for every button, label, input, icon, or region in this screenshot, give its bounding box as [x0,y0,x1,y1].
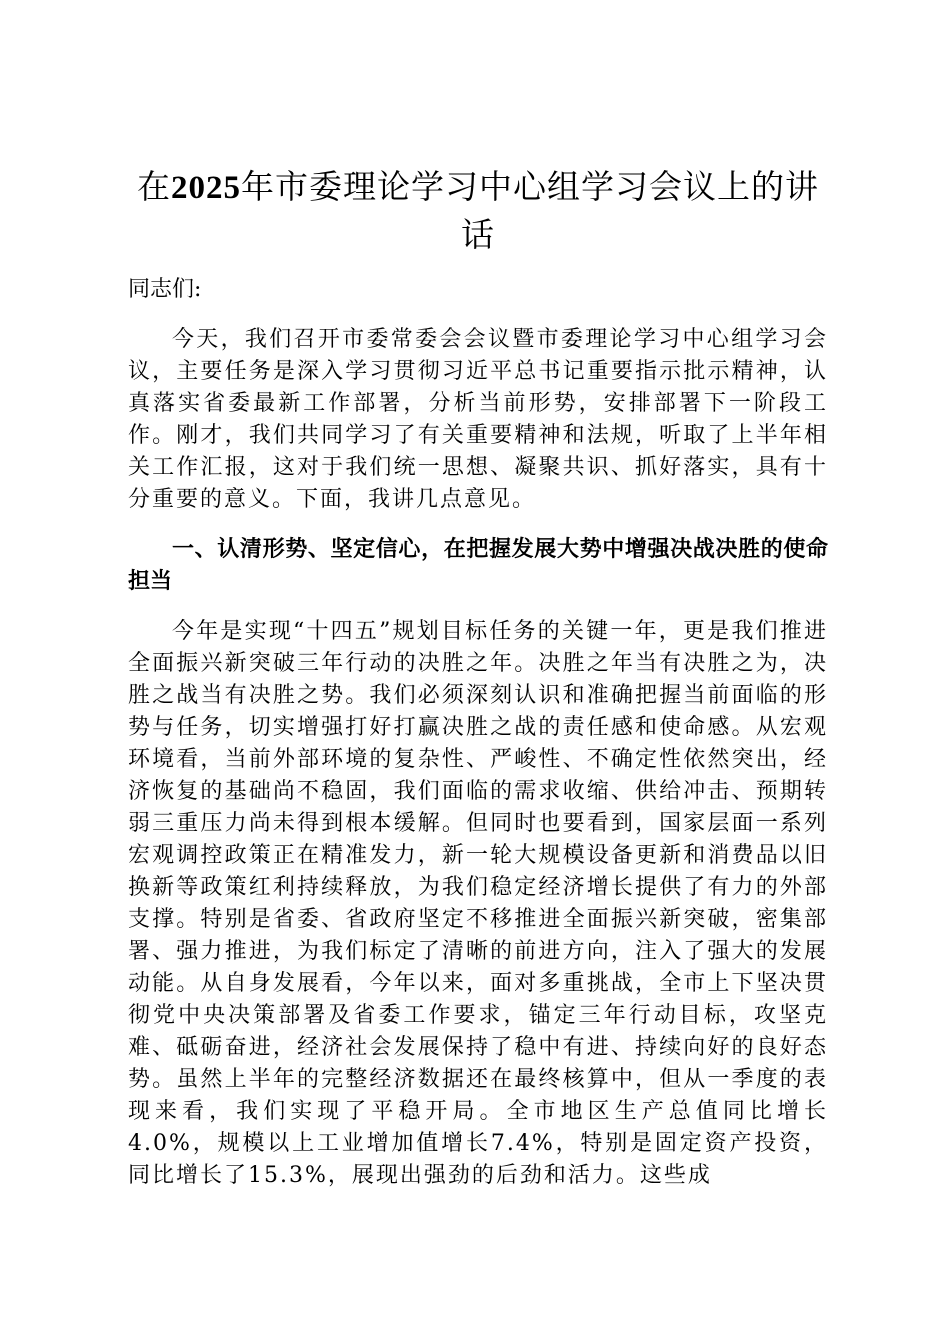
document-title [128,164,828,260]
title-rest: 年市委理论学习中心组学习会议上的讲话 [241,170,819,254]
section-1-paragraph: 今年是实现“十四五”规划目标任务的关键一年，更是我们推进全面振兴新突破三年行动的决胜之年。决胜之年当有决胜之为，决胜之战当有决胜之势。我们必须深刻认识和准确把握当前面临的形势与任务，切实增强打好打赢决胜之战的责任感和使命感。从宏观环境看，当前外部环境的复杂性、严峻性、不确定性依然突出，经济恢复的基础尚不稳固，我们面临的需求收缩、供给冲击、预期转弱三重压力尚未得到根本缓解。但同时也要看到，国家层面一系列宏观调控政策正在精准发力，新一轮大规模设备更新和消费品以旧换新等政策红利持续释放，为我们稳定经济增长提供了有力的外部支撑。特别是省委、省政府坚定不移推进全面振兴新突破，密集部署、强力推进，为我们标定了清晰的前进方向，注入了强大的发展动能。从自身发展看，今年以来，面对多重挑战，全市上下坚决贯彻党中央决策部署及省委工作要求，锚定三年行动目标，攻坚克难、砥砺奋进，经济社会发展保持了稳中有进、持续向好的良好态势。虽然上半年的完整经济数据还在最终核算中，但从一季度的表现来看，我们实现了平稳开局。全市地区生产总值同比增长4.0%，规模以上工业增加值增长7.4%，特别是固定资产投资，同比增长了15.3%，展现出强劲的后劲和活力。这些成 [128,619,828,1188]
section-1-heading: 一、认清形势、坚定信心，在把握发展大势中增强决战决胜的使命担当 [128,537,828,594]
document-page [128,164,828,1192]
salutation: 同志们: [128,277,202,302]
intro-paragraph: 今天，我们召开市委常委会会议暨市委理论学习中心组学习会议，主要任务是深入学习贯彻习近平总书记重要指示批示精神，认真落实省委最新工作部署，分析当前形势，安排部署下一阶段工作。刚才，我们共同学习了有关重要精神和法规，听取了上半年相关工作汇报，这对于我们统一思想、凝聚共识、抓好落实，具有十分重要的意义。下面，我讲几点意见。 [128,327,828,512]
title-prefix: 在 [137,170,171,206]
title-year: 2025 [171,170,241,206]
